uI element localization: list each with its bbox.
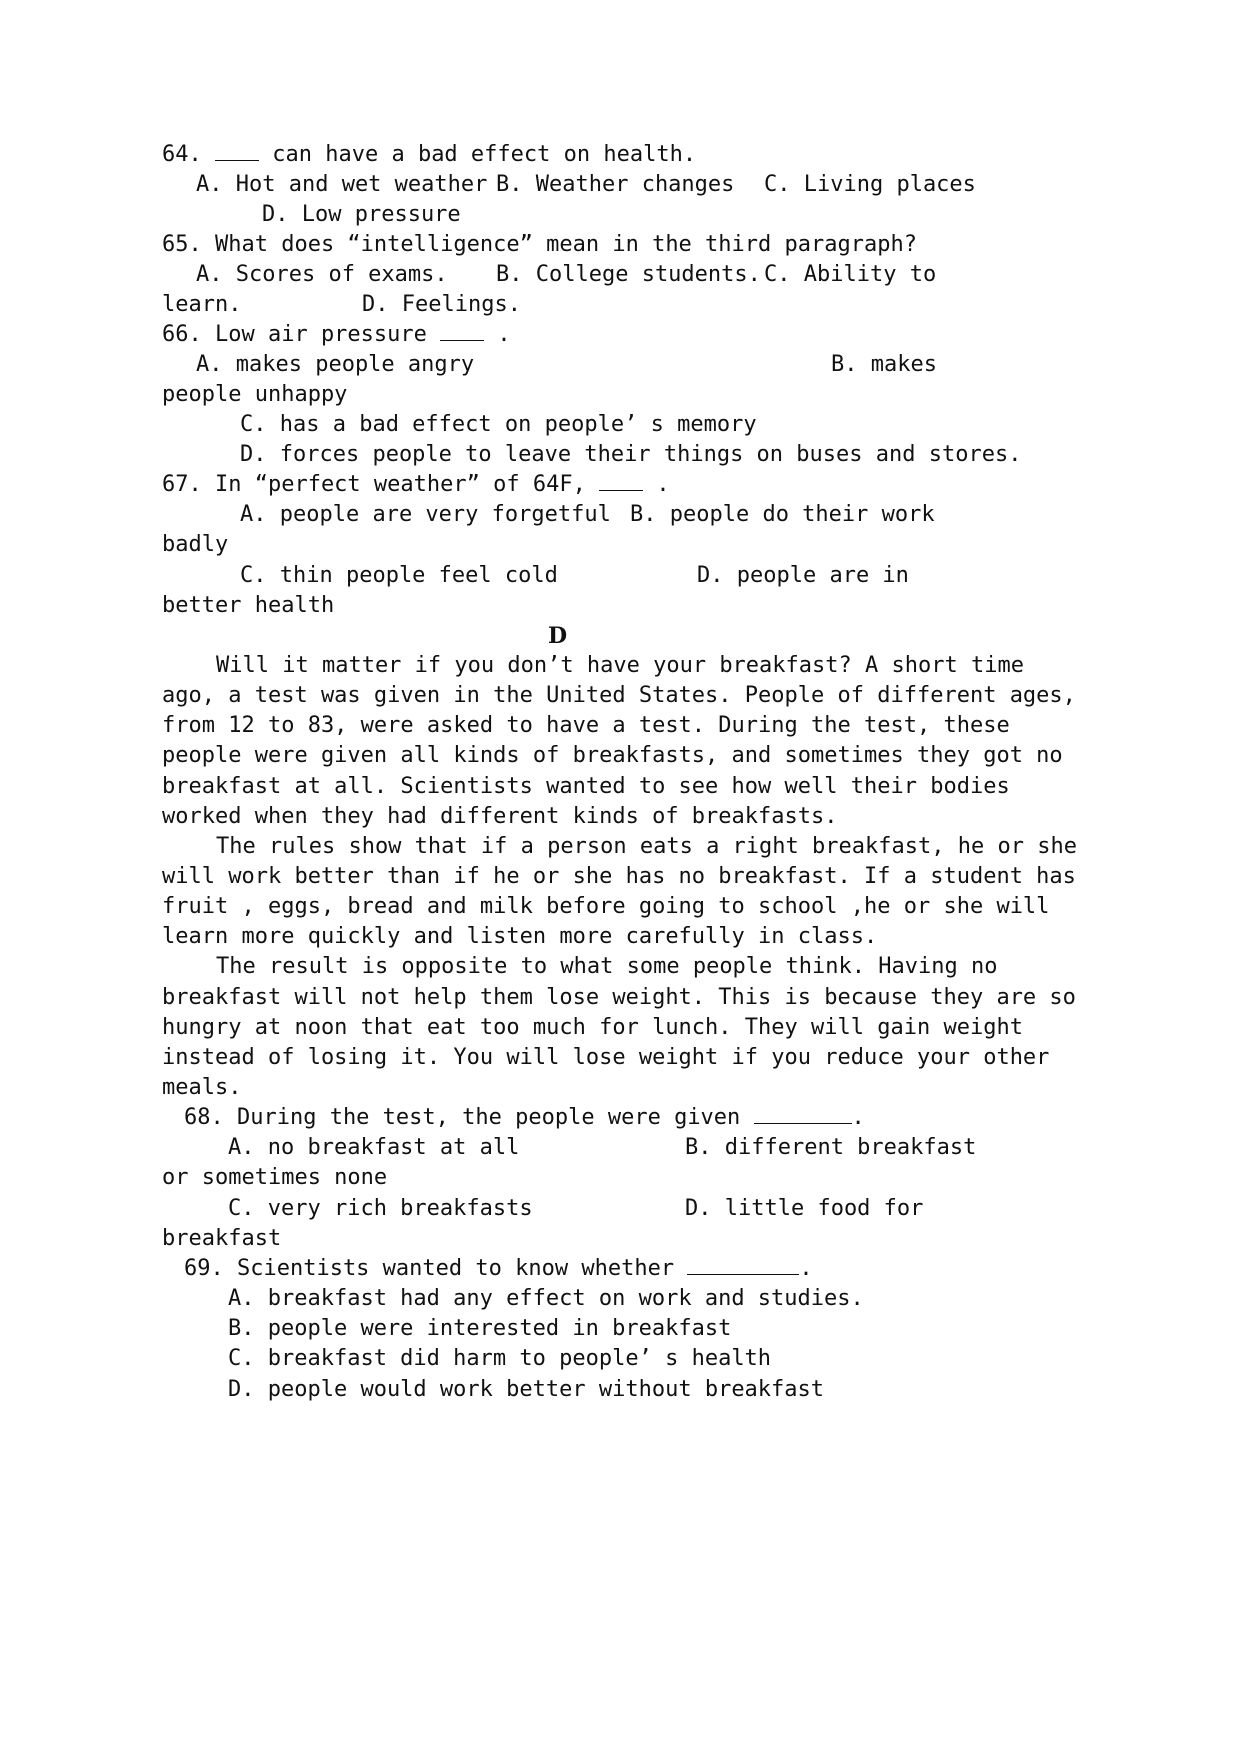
answer-blank [754,1122,852,1124]
question-67-option-b: B. people do their work [630,502,935,527]
question-67-option-d-cont: better health [162,593,335,618]
question-65-option-c: C. Ability to [764,262,937,287]
question-68-option-b-cont: or sometimes none [162,1165,388,1190]
question-65-option-a: A. Scores of exams. [196,262,448,287]
passage-paragraph-1-line: ago, a test was given in the United States. People of different ages, [162,683,1076,708]
question-66-option-a: A. makes people angry [196,352,475,377]
question-67-stem: 67. In “perfect weather” of 64F, . [162,472,670,497]
question-69-option-a: A. breakfast had any effect on work and studies. [228,1286,864,1311]
question-65-stem: 65. What does “intelligence” mean in the third paragraph? [162,232,917,257]
passage-paragraph-3-line: The result is opposite to what some people think. Having no [216,954,998,979]
question-69-stem: 69. Scientists wanted to know whether . [184,1256,813,1281]
passage-paragraph-3-line: hungry at noon that eat too much for lunch. They will gain weight [162,1015,1023,1040]
question-66-option-b: B. makes [831,352,937,377]
question-64-option-c: C. Living places [764,172,976,197]
passage-paragraph-3-line: breakfast will not help them lose weight. This is because they are so [162,985,1076,1010]
question-65-option-d: D. Feelings. [362,292,521,317]
passage-paragraph-2-line: fruit , eggs, bread and milk before going to school ,he or she will [162,894,1050,919]
passage-paragraph-3-line: meals. [162,1075,242,1100]
question-68-option-b: B. different breakfast [685,1135,977,1160]
passage-paragraph-1-line: Will it matter if you don’t have your breakfast? A short time [216,653,1024,678]
section-heading: D [548,623,568,649]
answer-blank [599,489,643,491]
answer-blank [440,339,484,341]
question-68-option-d-cont: breakfast [162,1226,282,1251]
question-67-option-d: D. people are in [697,563,909,588]
passage-paragraph-1-line: worked when they had different kinds of breakfasts. [162,804,838,829]
question-64-option-a: A. Hot and wet weather [196,172,488,197]
question-66-option-c: C. has a bad effect on people’ s memory [240,412,757,437]
question-68-option-c: C. very rich breakfasts [228,1196,533,1221]
question-68-option-a: A. no breakfast at all [228,1135,520,1160]
question-68-option-d: D. little food for [685,1196,924,1221]
passage-paragraph-1-line: people were given all kinds of breakfasts, and sometimes they got no [162,743,1063,768]
passage-paragraph-3-line: instead of losing it. You will lose weight if you reduce your other [162,1045,1050,1070]
passage-paragraph-2-line: The rules show that if a person eats a right breakfast, he or she [216,834,1077,859]
question-67-option-a: A. people are very forgetful [240,502,611,527]
question-69-option-d: D. people would work better without breakfast [228,1377,825,1402]
question-67-option-c: C. thin people feel cold [240,563,558,588]
answer-blank [687,1273,799,1275]
question-67-option-b-cont: badly [162,532,229,557]
question-64-option-b: B. Weather changes [496,172,735,197]
answer-blank [215,159,259,161]
question-65-option-b: B. College students. [496,262,761,287]
question-65-option-c-cont: learn. [162,292,242,317]
question-64-option-d: D. Low pressure [262,202,461,227]
question-69-option-c: C. breakfast did harm to people’ s health [228,1346,772,1371]
question-66-option-d: D. forces people to leave their things on buses and stores. [240,442,1022,467]
question-66-option-b-cont: people unhappy [162,382,348,407]
question-64-stem: 64. can have a bad effect on health. [162,142,697,167]
passage-paragraph-2-line: will work better than if he or she has no breakfast. If a student has [162,864,1076,889]
passage-paragraph-1-line: breakfast at all. Scientists wanted to see how well their bodies [162,774,1010,799]
question-68-stem: 68. During the test, the people were given . [184,1105,865,1130]
passage-paragraph-2-line: learn more quickly and listen more carefully in class. [162,924,878,949]
passage-paragraph-1-line: from 12 to 83, were asked to have a test. During the test, these [162,713,1010,738]
question-66-stem: 66. Low air pressure . [162,322,511,347]
question-69-option-b: B. people were interested in breakfast [228,1316,732,1341]
